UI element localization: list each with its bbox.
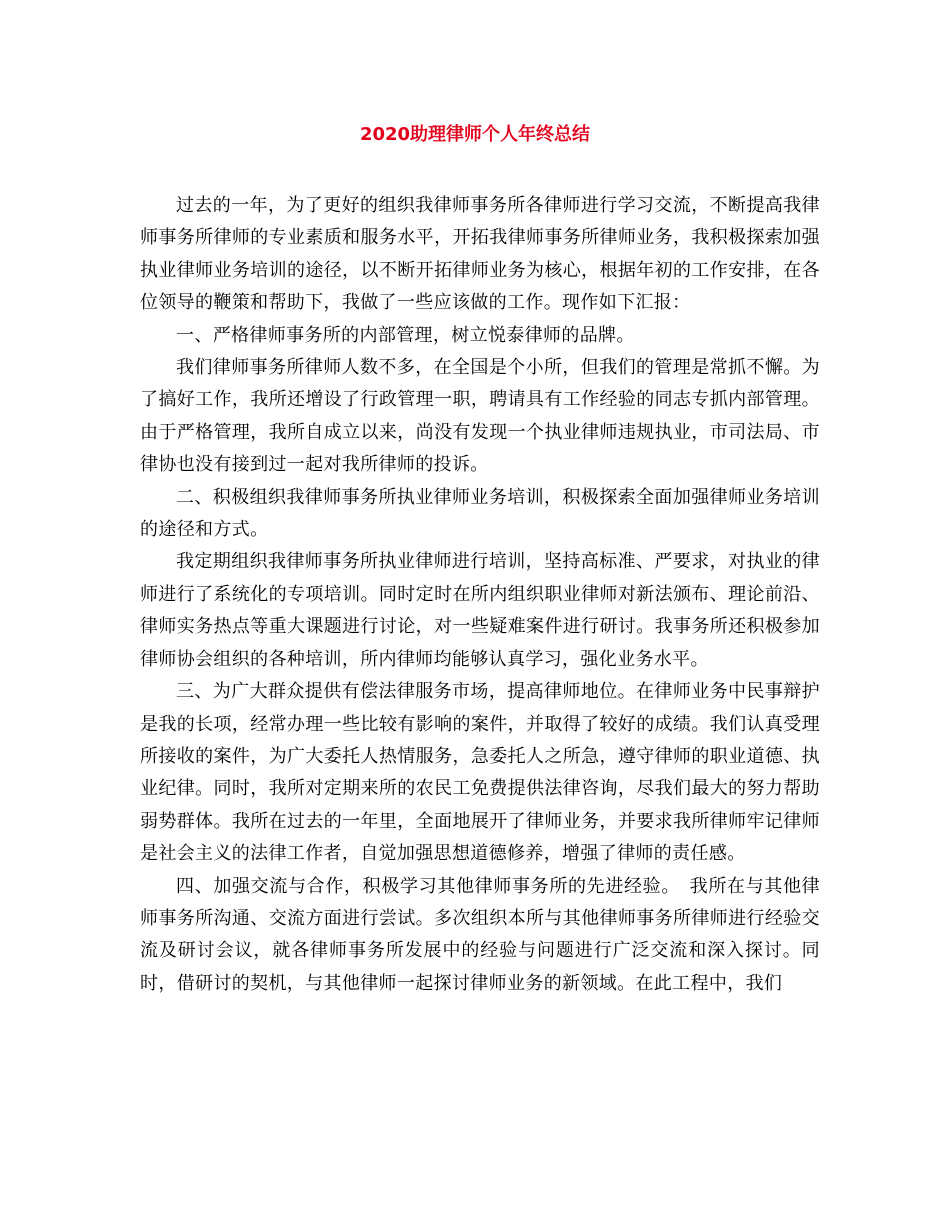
section-heading-2: 二、积极组织我律师事务所执业律师业务培训，积极探索全面加强律师业务培训的途径和方式。 xyxy=(140,486,820,541)
document-body xyxy=(140,190,820,1000)
section-3-paragraph: 三、为广大群众提供有偿法律服务市场，提高律师地位。在律师业务中民事辩护是我的长项，经常办理一些比较有影响的案件，并取得了较好的成绩。我们认真受理所接收的案件，为广大委托人热情服务，急委托人之所急，遵守律师的职业道德、执业纪律。同时，我所对定期来所的农民工免费提供法律咨询，尽我们最大的努力帮助弱势群体。我所在过去的一年里，全面地展开了律师业务，并要求我所律师牢记律师是社会主义的法律工作者，自觉加强思想道德修养，增强了律师的责任感。 xyxy=(140,681,820,865)
section-heading-1: 一、严格律师事务所的内部管理，树立悦泰律师的品牌。 xyxy=(176,324,635,346)
section-4-paragraph: 四、加强交流与合作，积极学习其他律师事务所的先进经验。 我所在与其他律师事务所沟通、交流方面进行尝试。多次组织本所与其他律师事务所律师进行经验交流及研讨会议，就各律师事务所发展中的经验与问题进行广泛交流和深入探讨。同时，借研讨的契机，与其他律师一起探讨律师业务的新领域。在此工程中，我们 xyxy=(140,875,820,994)
section-2-paragraph: 我定期组织我律师事务所执业律师进行培训，坚持高标准、严要求，对执业的律师进行了系统化的专项培训。同时定时在所内组织职业律师对新法颁布、理论前沿、律师实务热点等重大课题进行讨论，对一些疑难案件进行研讨。我事务所还积极参加律师协会组织的各种培训，所内律师均能够认真学习，强化业务水平。 xyxy=(140,551,820,670)
document-title: 2020助理律师个人年终总结 xyxy=(359,124,591,145)
section-1-paragraph: 我们律师事务所律师人数不多，在全国是个小所，但我们的管理是常抓不懈。为了搞好工作，我所还增设了行政管理一职，聘请具有工作经验的同志专抓内部管理。由于严格管理，我所自成立以来，尚没有发现一个执业律师违规执业，市司法局、市律协也没有接到过一起对我所律师的投诉。 xyxy=(140,357,820,476)
intro-paragraph: 过去的一年，为了更好的组织我律师事务所各律师进行学习交流，不断提高我律师事务所律师的专业素质和服务水平，开拓我律师事务所律师业务，我积极探索加强执业律师业务培训的途径，以不断开拓律师业务为核心，根据年初的工作安排，在各位领导的鞭策和帮助下，我做了一些应该做的工作。现作如下汇报： xyxy=(140,195,820,314)
